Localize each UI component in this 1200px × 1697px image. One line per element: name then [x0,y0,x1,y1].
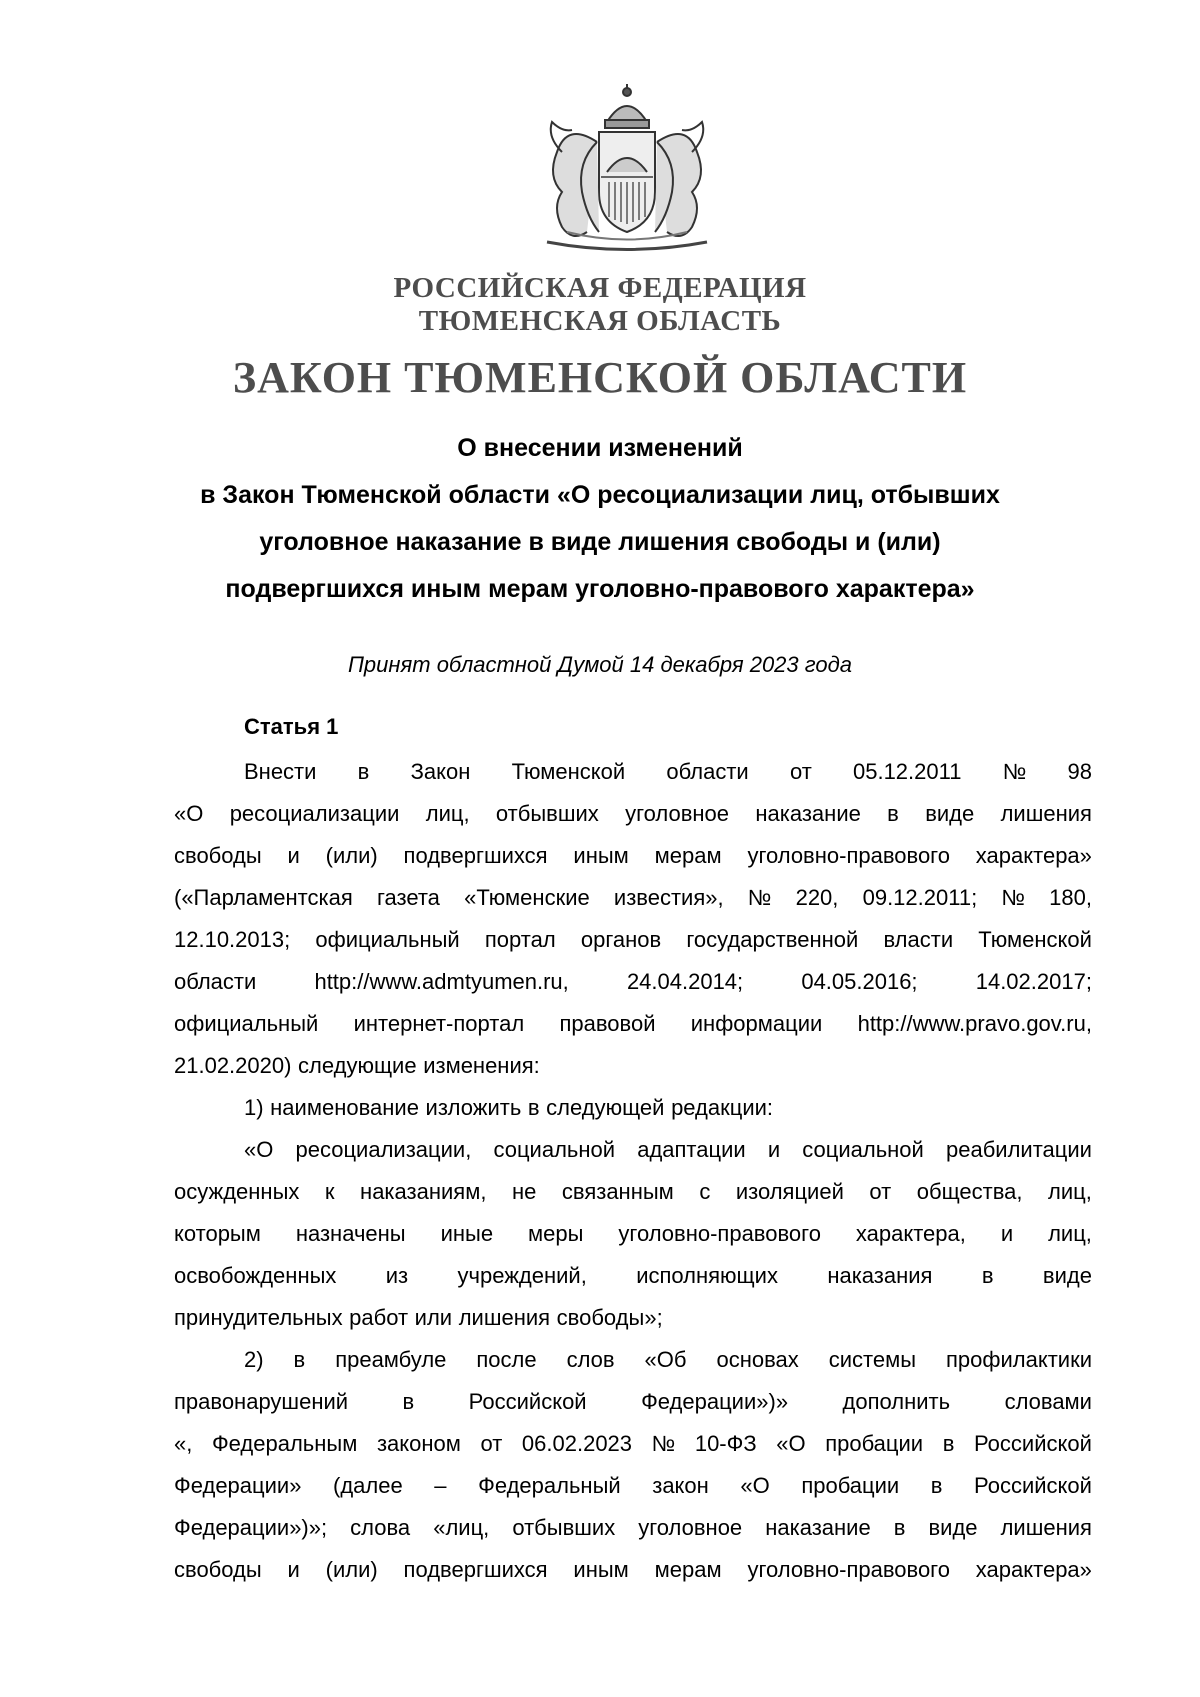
body-line: 2) в преамбуле после слов «Об основах системы профилактики [244,1347,1092,1372]
law-title [150,425,1050,613]
title-line: О внесении изменений [457,434,743,462]
body-line: свободы и (или) подвергшихся иным мерам уголовно-правового характера» [174,843,1092,868]
title-line: уголовное наказание в виде лишения свободы и (или) [259,528,941,556]
body-line: Федерации» (далее – Федеральный закон «О пробации в Российской [174,1473,1092,1498]
title-line: подвергшихся иным мерам уголовно-правового характера» [225,575,975,603]
body-line: 21.02.2020) следующие изменения: [174,1053,540,1078]
body-line: «, Федеральным законом от 06.02.2023 № 10-ФЗ «О пробации в Российской [174,1431,1092,1456]
body-line: Федерации»)»; слова «лиц, отбывших уголовное наказание в виде лишения [174,1515,1092,1540]
document-body [174,703,1092,1591]
coat-of-arms-emblem [527,82,727,262]
title-line: в Закон Тюменской области «О ресоциализации лиц, отбывших [200,481,1000,509]
body-line: 1) наименование изложить в следующей редакции: [244,1095,774,1120]
body-line: которым назначены иные меры уголовно-правового характера, и лиц, [174,1221,1092,1246]
article-heading: Статья 1 [244,714,339,739]
adoption-note: Принят областной Думой 14 декабря 2023 года [347,652,852,677]
body-line: «О ресоциализации лиц, отбывших уголовное наказание в виде лишения [174,801,1092,826]
header-country: РОССИЙСКАЯ ФЕДЕРАЦИЯ [393,272,807,304]
body-line: правонарушений в Российской Федерации»)» дополнить словами [174,1389,1092,1414]
body-line: («Парламентская газета «Тюменские известия», № 220, 09.12.2011; № 180, [174,885,1092,910]
header-region: ТЮМЕНСКАЯ ОБЛАСТЬ [418,305,782,337]
body-line: 12.10.2013; официальный портал органов государственной власти Тюменской [174,927,1092,952]
body-line: свободы и (или) подвергшихся иным мерам уголовно-правового характера» [174,1557,1092,1582]
body-line: официальный интернет-портал правовой информации http://www.pravo.gov.ru, [174,1011,1092,1036]
body-line: принудительных работ или лишения свободы»; [174,1305,663,1330]
body-line: области http://www.admtyumen.ru, 24.04.2014; 04.05.2016; 14.02.2017; [174,969,1092,994]
document-type-heading: ЗАКОН ТЮМЕНСКОЙ ОБЛАСТИ [232,353,968,402]
body-line: Внести в Закон Тюменской области от 05.12.2011 № 98 [244,759,1092,784]
body-line: «О ресоциализации, социальной адаптации и социальной реабилитации [244,1137,1092,1162]
body-line: осужденных к наказаниям, не связанным с изоляцией от общества, лиц, [174,1179,1092,1204]
body-line: освобожденных из учреждений, исполняющих наказания в виде [174,1263,1092,1288]
article-text [174,751,1092,1591]
